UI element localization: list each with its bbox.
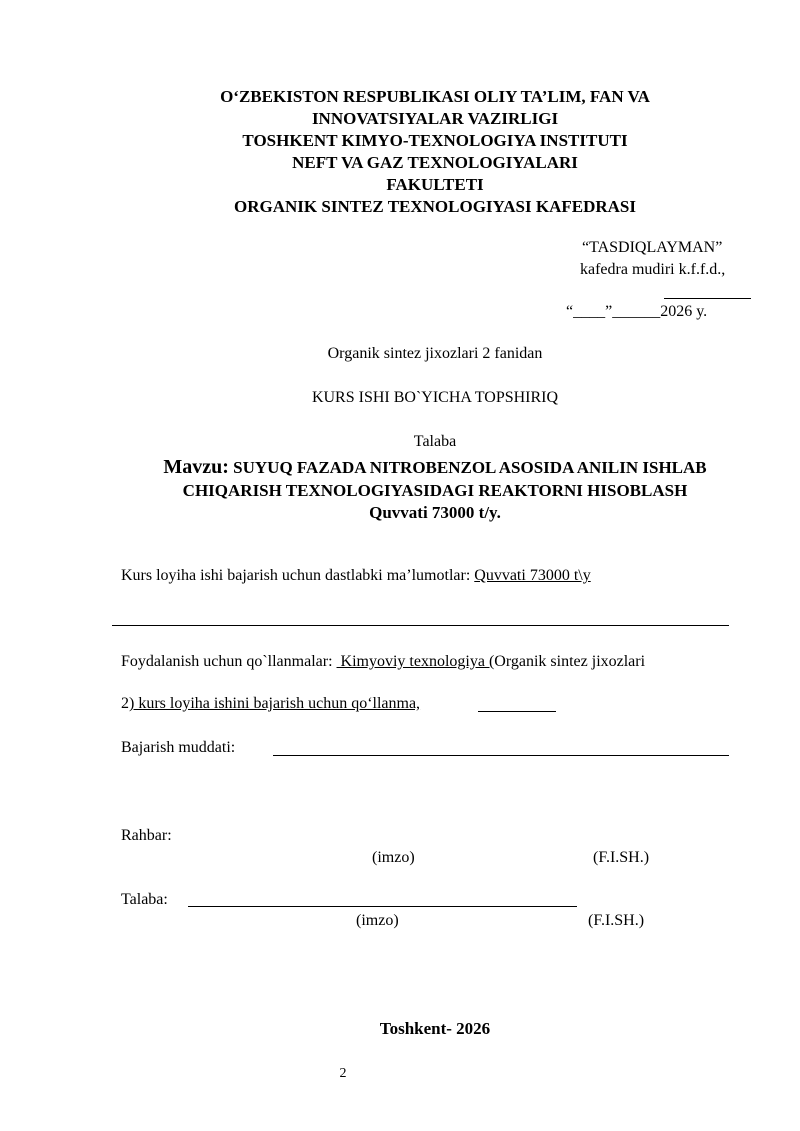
- topic-line-3: Quvvati 73000 t/y.: [369, 503, 501, 522]
- supervisor-label: Rahbar:: [121, 827, 172, 844]
- department-name: ORGANIK SINTEZ TEXNOLOGIYASI KAFEDRASI: [234, 197, 636, 216]
- initial-data-value: Quvvati 73000 t\y: [474, 567, 591, 584]
- student-signature-caption: (imzo): [356, 912, 399, 929]
- supervisor-signature-caption: (imzo): [372, 849, 415, 866]
- assignment-title: KURS ISHI BO`YICHA TOPSHIRIQ: [311, 389, 559, 406]
- manuals-value-rest: Organik sintez jixozlari: [494, 653, 646, 670]
- approval-date: [566, 302, 707, 322]
- institute-name: TOSHKENT KIMYO-TEXNOLOGIYA INSTITUTI: [242, 131, 628, 150]
- initial-data-label: Kurs loyiha ishi bajarish uchun dastlabki ma’lumotlar:: [121, 567, 471, 584]
- initial-data-blank-line: [112, 625, 729, 626]
- approval-signature-line: [664, 298, 751, 299]
- student-label: Talaba:: [121, 891, 168, 908]
- deadline-label: Bajarish muddati:: [121, 739, 236, 756]
- deadline-field-line: [273, 755, 729, 756]
- ministry-line-1: O‘ZBEKISTON RESPUBLIKASI OLIY TA’LIM, FAN VA: [220, 87, 650, 106]
- faculty-line-2: FAKULTETI: [386, 175, 484, 194]
- approval-position: kafedra mudiri k.f.f.d.,: [580, 261, 726, 278]
- topic-line-2: CHIQARISH TEXNOLOGIYASIDAGI REAKTORNI HISOBLASH: [182, 481, 688, 500]
- subject-line: Organik sintez jixozlari 2 fanidan: [327, 345, 543, 362]
- student-label-top: Talaba: [413, 433, 457, 450]
- city-year: Toshkent- 2026: [379, 1019, 491, 1038]
- approval-title: “TASDIQLAYMAN”: [582, 239, 723, 256]
- topic-line-1: [0, 456, 800, 479]
- manuals-row-2: [121, 694, 420, 714]
- student-name-caption: (F.I.SH.): [588, 912, 645, 929]
- approval-date-year: 2026 y.: [660, 303, 708, 320]
- ministry-line-2: INNOVATSIYALAR VAZIRLIGI: [311, 109, 559, 128]
- topic-label: Mavzu:: [163, 456, 229, 478]
- approval-date-blank: “____”______: [566, 303, 661, 320]
- page-number: 2: [339, 1066, 347, 1081]
- manuals-value-underlined: Kimyoviy texnologiya (: [336, 653, 495, 670]
- manuals-row-1: [121, 652, 645, 672]
- initial-data-row: [121, 566, 591, 586]
- manuals-line2-underlined: ) kurs loyiha ishini bajarish uchun qo‘llanma,: [129, 695, 421, 712]
- manuals-trailing-line: [478, 711, 556, 712]
- supervisor-name-caption: (F.I.SH.): [593, 849, 650, 866]
- manuals-line2-start: 2: [121, 695, 129, 712]
- faculty-line-1: NEFT VA GAZ TEXNOLOGIYALARI: [292, 153, 578, 172]
- student-signature-line: [188, 906, 577, 907]
- topic-text-1: SUYUQ FAZADA NITROBENZOL ASOSIDA ANILIN ISHLAB: [233, 458, 707, 477]
- manuals-label: Foydalanish uchun qo`llanmalar:: [121, 653, 333, 670]
